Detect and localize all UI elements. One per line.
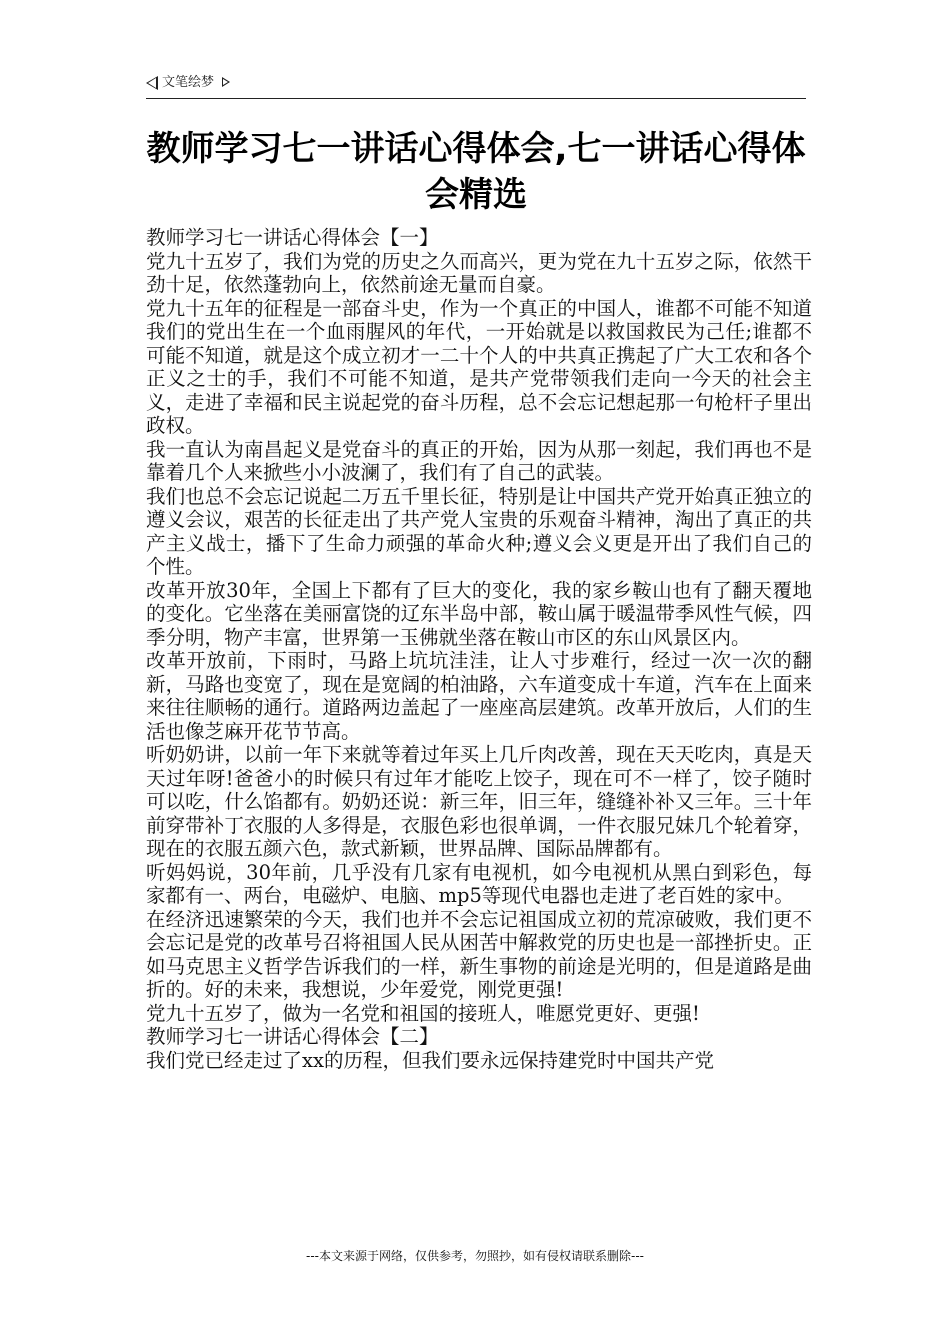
section-heading: 教师学习七一讲话心得体会【二】 [146, 1025, 439, 1048]
paragraph: 党九十五岁了，做为一名党和祖国的接班人，唯愿党更好、更强! [146, 1001, 700, 1025]
section-heading: 教师学习七一讲话心得体会【一】 [146, 226, 439, 249]
page-header [146, 74, 806, 99]
paragraph: 我们也总不会忘记说起二万五千里长征，特别是让中国共产党开始真正独立的遵义会议，艰苦的长征走出了共产党人宝贵的乐观奋斗精神，淘出了真正的共产主义战士，播下了生命力顽强的革命火种;遵义会义更是开出了我们自己的个性。 [146, 484, 812, 578]
document-body [146, 226, 812, 1072]
paragraph: 我们党已经走过了xx的历程，但我们要永远保持建党时中国共产党 [146, 1048, 714, 1072]
document-title: 教师学习七一讲话心得体会,七一讲话心得体会精选 [146, 129, 806, 215]
paragraph: 改革开放30年，全国上下都有了巨大的变化，我的家乡鞍山也有了翻天覆地的变化。它坐落在美丽富饶的辽东半岛中部，鞍山属于暖温带季风性气候，四季分明，物产丰富，世界第一玉佛就坐落在鞍山市区的东山风景区内。 [146, 578, 812, 649]
triangle-left-icon [146, 76, 158, 90]
header-brand: 文笔绘梦 [162, 75, 215, 90]
paragraph: 党九十五岁了，我们为党的历史之久而高兴，更为党在九十五岁之际，依然干劲十足，依然蓬勃向上，依然前途无量而自豪。 [146, 249, 812, 296]
paragraph: 我一直认为南昌起义是党奋斗的真正的开始，因为从那一刻起，我们再也不是靠着几个人来掀些小小波澜了，我们有了自己的武装。 [146, 437, 812, 484]
paragraph: 改革开放前，下雨时，马路上坑坑洼洼，让人寸步难行，经过一次一次的翻新，马路也变宽了，现在是宽阔的柏油路，六车道变成十车道，汽车在上面来来往往顺畅的通行。道路两边盖起了一座座高层建筑。改革开放后，人们的生活也像芝麻开花节节高。 [146, 649, 812, 743]
triangle-right-icon [222, 77, 230, 87]
paragraph: 听妈妈说，30年前，几乎没有几家有电视机，如今电视机从黑白到彩色，每家都有一、两台，电磁炉、电脑、mp5等现代电器也走进了老百姓的家中。 [146, 860, 812, 907]
paragraph: 党九十五年的征程是一部奋斗史，作为一个真正的中国人，谁都不可能不知道我们的党出生在一个血雨腥风的年代，一开始就是以救国救民为己任;谁都不可能不知道，就是这个成立初才一二十个人的中共真正携起了广大工农和各个正义之士的手，我们不可能不知道，是共产党带领我们走向一今天的社会主义，走进了幸福和民主说起党的奋斗历程，总不会忘记想起那一句枪杆子里出政权。 [146, 296, 812, 437]
paragraph: 在经济迅速繁荣的今天，我们也并不会忘记祖国成立初的荒凉破败，我们更不会忘记是党的改革号召将祖国人民从困苦中解救党的历史也是一部挫折史。正如马克思主义哲学告诉我们的一样，新生事物的前途是光明的，但是道路是曲折的。好的未来，我想说，少年爱党，刚党更强! [146, 907, 812, 1001]
page-footer: ---本文来源于网络，仅供参考，勿照抄，如有侵权请联系删除--- [306, 1249, 644, 1263]
paragraph: 听奶奶讲，以前一年下来就等着过年买上几斤肉改善，现在天天吃肉，真是天天过年呀!爸爸小的时候只有过年才能吃上饺子，现在可不一样了，饺子随时可以吃，什么馅都有。奶奶还说：新三年，旧三年，缝缝补补又三年。三十年前穿带补丁衣服的人多得是，衣服色彩也很单调，一件衣服兄妹几个轮着穿，现在的衣服五颜六色，款式新颖，世界品牌、国际品牌都有。 [146, 743, 812, 860]
